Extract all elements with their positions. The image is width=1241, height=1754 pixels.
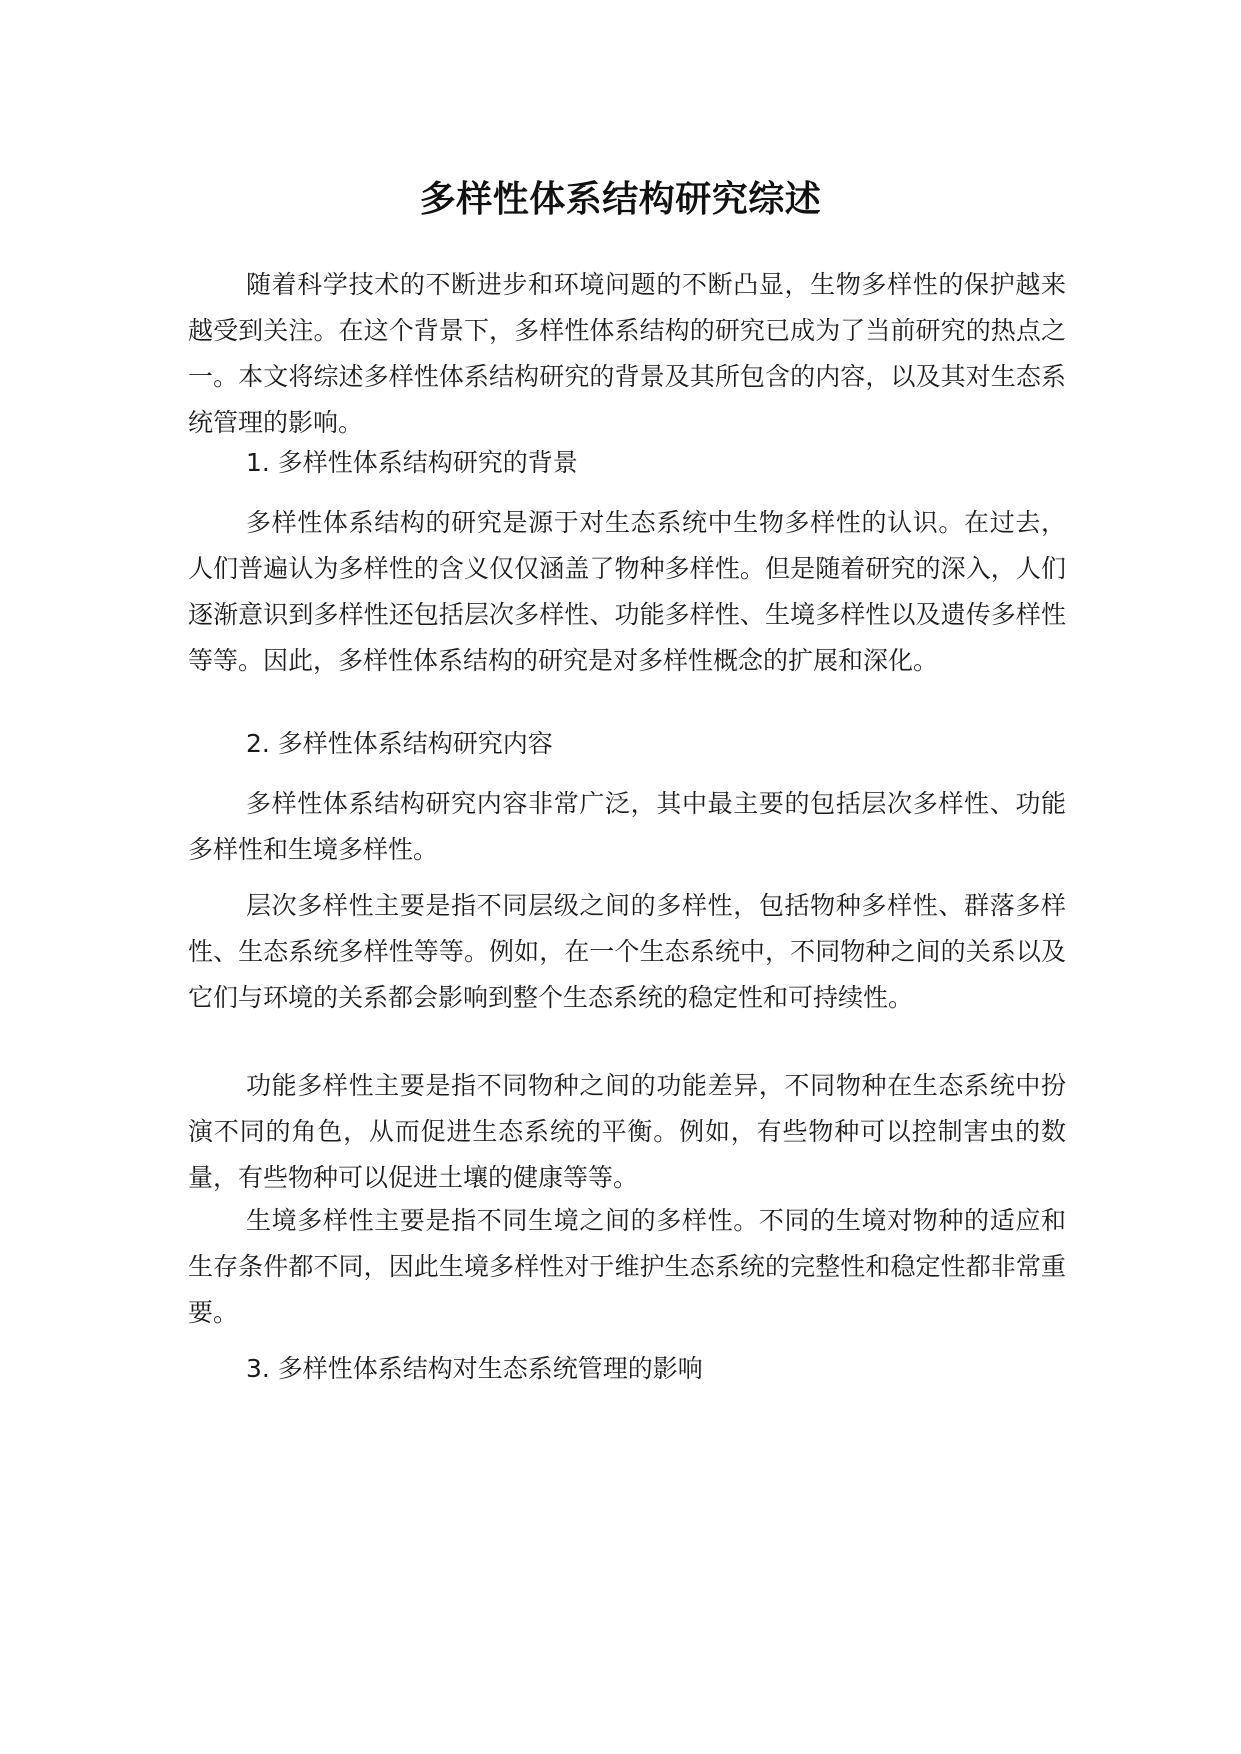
intro-paragraph: 随着科学技术的不断进步和环境问题的不断凸显，生物多样性的保护越来越受到关注。在这个背景下，多样性体系结构的研究已成为了当前研究的热点之一。本文将综述多样性体系结构研究的背景及其所包含的内容，以及其对生态系统管理的影响。 bbox=[188, 270, 1066, 437]
intro-block bbox=[188, 262, 1066, 446]
hierarchy-block bbox=[188, 883, 1066, 1021]
section-2-text-block bbox=[188, 781, 1066, 873]
section-1-text-block bbox=[188, 500, 1066, 684]
habitat-paragraph: 生境多样性主要是指不同生境之间的多样性。不同的生境对物种的适应和生存条件都不同，因此生境多样性对于维护生态系统的完整性和稳定性都非常重要。 bbox=[188, 1206, 1066, 1327]
habitat-block bbox=[188, 1198, 1066, 1336]
section-1-block bbox=[188, 440, 1066, 486]
section-2-heading: 2. 多样性体系结构研究内容 bbox=[246, 729, 553, 758]
section-2-block bbox=[188, 721, 1066, 767]
function-block bbox=[188, 1063, 1066, 1201]
section-2-paragraph: 多样性体系结构研究内容非常广泛，其中最主要的包括层次多样性、功能多样性和生境多样性。 bbox=[188, 789, 1066, 864]
section-1-paragraph: 多样性体系结构的研究是源于对生态系统中生物多样性的认识。在过去，人们普遍认为多样性的含义仅仅涵盖了物种多样性。但是随着研究的深入，人们逐渐意识到多样性还包括层次多样性、功能多样性、生境多样性以及遗传多样性等等。因此，多样性体系结构的研究是对多样性概念的扩展和深化。 bbox=[188, 508, 1066, 675]
section-3-heading: 3. 多样性体系结构对生态系统管理的影响 bbox=[246, 1354, 703, 1383]
document-title: 多样性体系结构研究综述 bbox=[419, 179, 822, 220]
section-3-block bbox=[188, 1346, 1066, 1392]
hierarchy-paragraph: 层次多样性主要是指不同层级之间的多样性，包括物种多样性、群落多样性、生态系统多样性等等。例如，在一个生态系统中，不同物种之间的关系以及它们与环境的关系都会影响到整个生态系统的稳定性和可持续性。 bbox=[188, 891, 1066, 1012]
section-1-heading: 1. 多样性体系结构研究的背景 bbox=[246, 448, 578, 477]
function-paragraph: 功能多样性主要是指不同物种之间的功能差异，不同物种在生态系统中扮演不同的角色，从而促进生态系统的平衡。例如，有些物种可以控制害虫的数量，有些物种可以促进土壤的健康等等。 bbox=[188, 1071, 1066, 1192]
